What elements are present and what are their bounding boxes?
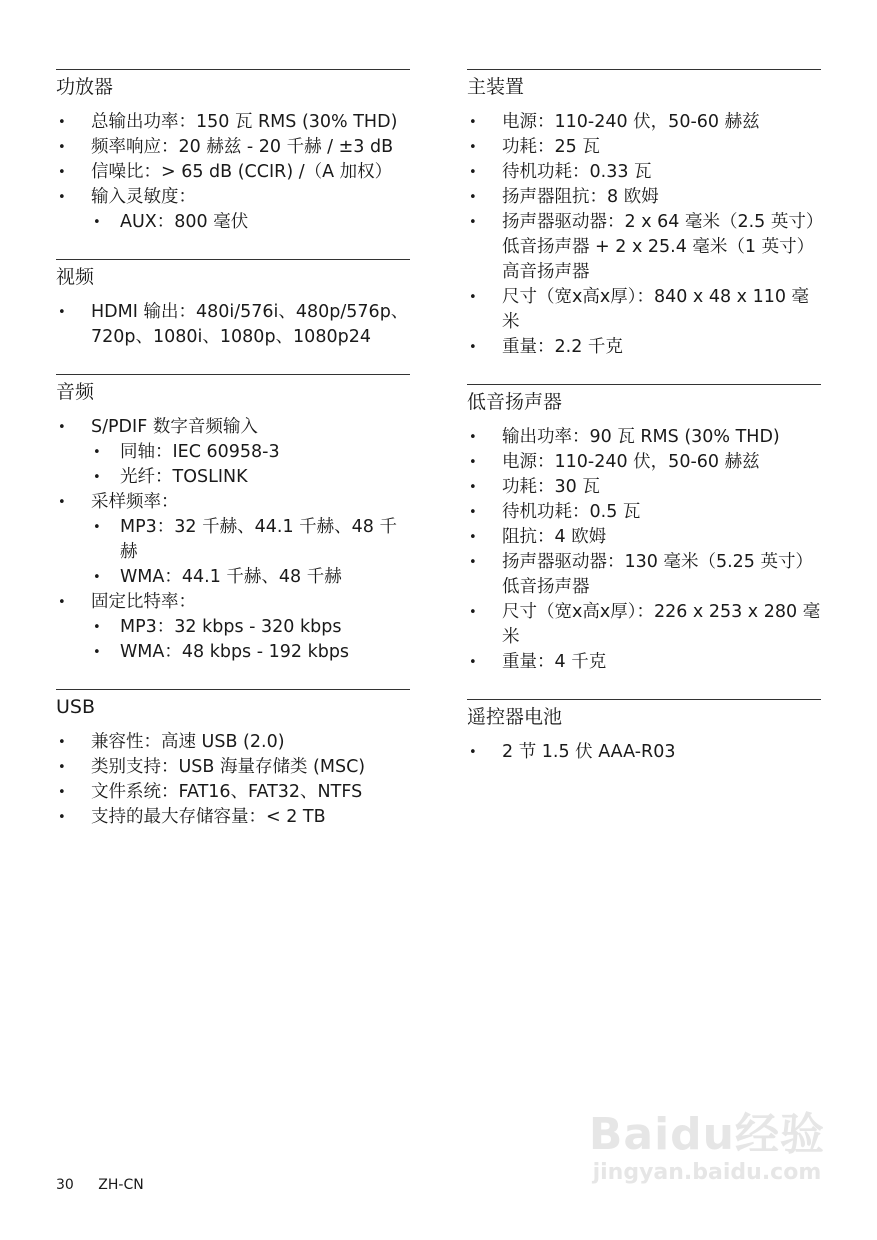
spec-item xyxy=(56,590,410,665)
spec-item xyxy=(467,285,821,335)
spec-item-text: 尺寸（宽x高x厚）：226 x 253 x 280 毫米 xyxy=(502,602,821,647)
spec-item xyxy=(56,755,410,780)
spec-item-text: 总输出功率：150 瓦 RMS (30% THD) xyxy=(91,112,398,132)
spec-item xyxy=(467,475,821,500)
spec-item-text: 电源：110-240 伏，50-60 赫兹 xyxy=(502,452,760,472)
spec-item-text: 采样频率： xyxy=(91,492,179,512)
section-title: USB xyxy=(56,696,96,718)
spec-item-text: 输出功率：90 瓦 RMS (30% THD) xyxy=(502,427,780,447)
spec-item-text: 扬声器驱动器：2 x 64 毫米（2.5 英寸）低音扬声器 + 2 x 25.4 毫米（1 英寸）高音扬声器 xyxy=(502,212,815,282)
spec-subitem: • WMA：48 kbps - 192 kbps xyxy=(91,640,410,665)
spec-item-text: 文件系统：FAT16、FAT32、NTFS xyxy=(91,782,363,802)
spec-item-text: 重量：4 千克 xyxy=(502,652,607,672)
spec-section xyxy=(56,259,410,350)
locale-label: ZH-CN xyxy=(98,1177,144,1193)
spec-item-text: 待机功耗：0.5 瓦 xyxy=(502,502,641,522)
spec-sublist xyxy=(91,440,410,490)
spec-item xyxy=(467,740,821,765)
spec-sublist xyxy=(91,210,410,235)
spec-list xyxy=(467,110,821,360)
page-footer xyxy=(56,1176,144,1194)
spec-item-text: S/PDIF 数字音频输入 xyxy=(91,417,258,437)
spec-section xyxy=(467,69,821,360)
spec-list xyxy=(56,300,410,350)
spec-item xyxy=(467,525,821,550)
spec-item xyxy=(467,185,821,210)
spec-item-text: 功耗：25 瓦 xyxy=(502,137,600,157)
spec-item-text: 电源：110-240 伏，50-60 赫兹 xyxy=(502,112,760,132)
spec-list xyxy=(467,425,821,675)
spec-subitem: • 同轴：IEC 60958-3 xyxy=(91,440,410,465)
spec-section xyxy=(467,384,821,675)
spec-item-text: 2 节 1.5 伏 AAA-R03 xyxy=(502,742,676,762)
spec-subitem: • WMA：44.1 千赫、48 千赫 xyxy=(91,565,410,590)
spec-section xyxy=(467,699,821,765)
spec-item-text: 输入灵敏度： xyxy=(91,187,196,207)
spec-subitem: • MP3：32 kbps - 320 kbps xyxy=(91,615,410,640)
page-number: 30 xyxy=(56,1177,74,1193)
spec-item xyxy=(467,425,821,450)
watermark-logo: Baidu经验 xyxy=(588,1109,825,1160)
spec-item xyxy=(467,500,821,525)
spec-item xyxy=(56,490,410,590)
spec-item xyxy=(467,135,821,160)
spec-item xyxy=(467,450,821,475)
spec-item-text: 频率响应：20 赫兹 - 20 千赫 / ±3 dB xyxy=(91,137,394,157)
spec-sublist xyxy=(91,615,410,665)
spec-item xyxy=(56,300,410,350)
spec-item xyxy=(56,185,410,235)
spec-item xyxy=(467,550,821,600)
spec-item-text: 类别支持：USB 海量存储类 (MSC) xyxy=(91,757,366,777)
spec-item xyxy=(56,780,410,805)
spec-list xyxy=(56,415,410,665)
spec-item-text: 支持的最大存储容量：< 2 TB xyxy=(91,807,326,827)
spec-list xyxy=(56,110,410,235)
section-title: 视频 xyxy=(56,266,95,288)
spec-section xyxy=(56,374,410,665)
spec-item xyxy=(467,110,821,135)
spec-item-text: 兼容性：高速 USB (2.0) xyxy=(91,732,285,752)
section-title: 音频 xyxy=(56,381,95,403)
right-column xyxy=(467,69,821,789)
spec-section xyxy=(56,69,410,235)
spec-item xyxy=(467,210,821,285)
left-column xyxy=(56,69,410,854)
baidu-watermark xyxy=(589,1110,825,1186)
spec-item-text: 尺寸（宽x高x厚）：840 x 48 x 110 毫米 xyxy=(502,287,810,332)
spec-item-text: 功耗：30 瓦 xyxy=(502,477,600,497)
spec-item xyxy=(56,730,410,755)
spec-item-text: 重量：2.2 千克 xyxy=(502,337,623,357)
spec-item-text: 信噪比：> 65 dB (CCIR) /（A 加权） xyxy=(91,162,393,182)
spec-item-text: 待机功耗：0.33 瓦 xyxy=(502,162,652,182)
spec-item xyxy=(467,600,821,650)
spec-item-text: 阻抗：4 欧姆 xyxy=(502,527,607,547)
spec-item xyxy=(56,135,410,160)
spec-item xyxy=(56,110,410,135)
spec-sublist xyxy=(91,515,410,590)
spec-item xyxy=(56,415,410,490)
section-title: 遥控器电池 xyxy=(467,706,563,728)
spec-item xyxy=(467,335,821,360)
spec-list xyxy=(467,740,821,765)
spec-item xyxy=(467,160,821,185)
spec-subitem: • 光纤：TOSLINK xyxy=(91,465,410,490)
spec-item-text: 扬声器阻抗：8 欧姆 xyxy=(502,187,659,207)
spec-item xyxy=(56,160,410,185)
spec-subitem: • MP3：32 千赫、44.1 千赫、48 千赫 xyxy=(91,515,410,565)
section-title: 低音扬声器 xyxy=(467,391,563,413)
spec-item xyxy=(467,650,821,675)
spec-item-text: HDMI 输出：480i/576i、480p/576p、720p、1080i、1080p、1080p24 xyxy=(91,302,409,347)
spec-item xyxy=(56,805,410,830)
watermark-url: jingyan.baidu.com xyxy=(592,1160,822,1185)
section-title: 功放器 xyxy=(56,76,114,98)
spec-item-text: 扬声器驱动器：130 毫米（5.25 英寸）低音扬声器 xyxy=(502,552,813,597)
spec-section xyxy=(56,689,410,830)
spec-subitem: • AUX：800 毫伏 xyxy=(91,210,410,235)
spec-list xyxy=(56,730,410,830)
section-title: 主装置 xyxy=(467,76,525,98)
spec-item-text: 固定比特率： xyxy=(91,592,196,612)
